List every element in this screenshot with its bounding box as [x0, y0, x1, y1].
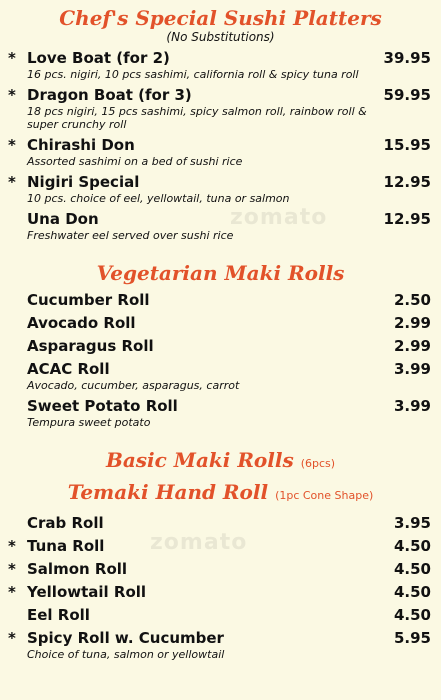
menu-item-name: Crab Roll — [27, 514, 104, 532]
menu-item — [0, 397, 441, 429]
section-title-vegetarian-maki: Vegetarian Maki Rolls — [96, 261, 345, 285]
basic-maki-note: (6pcs) — [300, 457, 336, 470]
star-marker: * — [8, 537, 16, 555]
menu-item-description: Tempura sweet potato — [27, 416, 151, 429]
menu-item-name: Love Boat (for 2) — [27, 49, 170, 67]
menu-item-price: 12.95 — [383, 173, 431, 191]
menu-item-name: Avocado Roll — [27, 314, 136, 332]
basic-maki-title: Basic Maki Rolls — [105, 448, 294, 472]
section-title-basic-maki — [0, 448, 441, 476]
menu-item-description: 18 pcs nigiri, 15 pcs sashimi, spicy salmon roll, rainbow roll & super crunchy roll — [27, 105, 367, 131]
star-marker: * — [8, 49, 16, 67]
menu-item-price: 12.95 — [383, 210, 431, 228]
menu-item — [0, 629, 441, 661]
menu-item-row — [27, 291, 431, 310]
menu-item-price: 3.95 — [393, 514, 431, 532]
menu-item — [0, 583, 441, 602]
menu-item-row — [27, 629, 431, 648]
menu-item-price: 2.50 — [393, 291, 431, 309]
section-vegetarian-maki — [0, 291, 441, 429]
star-marker: * — [8, 86, 16, 104]
menu-item — [0, 314, 441, 333]
menu-item-row — [27, 86, 431, 105]
menu-item-row — [27, 537, 431, 556]
menu-item-name: ACAC Roll — [27, 360, 110, 378]
section-sushi-platters — [0, 49, 441, 242]
menu-item-price: 4.50 — [393, 560, 431, 578]
menu-item — [0, 291, 441, 310]
menu-item — [0, 49, 441, 81]
menu-item-price: 3.99 — [393, 397, 431, 415]
menu-item-name: Dragon Boat (for 3) — [27, 86, 192, 104]
menu-item — [0, 560, 441, 579]
menu-item-row — [27, 397, 431, 416]
menu-item — [0, 606, 441, 625]
menu-item-price: 3.99 — [393, 360, 431, 378]
menu-item-price: 2.99 — [393, 314, 431, 332]
menu-item-description: Freshwater eel served over sushi rice — [27, 229, 234, 242]
section-title-sushi-platters: Chef's Special Sushi Platters — [59, 6, 382, 30]
star-marker: * — [8, 173, 16, 191]
section-title-temaki — [0, 480, 441, 508]
temaki-note: (1pc Cone Shape) — [275, 489, 374, 502]
menu-item-row — [27, 360, 431, 379]
menu-item-name: Spicy Roll w. Cucumber — [27, 629, 224, 647]
menu-item-price: 5.95 — [393, 629, 431, 647]
menu-item-description: 16 pcs. nigiri, 10 pcs sashimi, california roll & spicy tuna roll — [27, 68, 359, 81]
star-marker: * — [8, 583, 16, 601]
menu-item — [0, 210, 441, 242]
menu-item-description: Choice of tuna, salmon or yellowtail — [27, 648, 225, 661]
menu-item-row — [27, 583, 431, 602]
menu-item-row — [27, 173, 431, 192]
menu-item — [0, 337, 441, 356]
menu-item-name: Chirashi Don — [27, 136, 135, 154]
menu-item — [0, 173, 441, 205]
menu-item-row — [27, 606, 431, 625]
menu-item-description: Assorted sashimi on a bed of sushi rice — [27, 155, 243, 168]
menu-item-price: 4.50 — [393, 537, 431, 555]
temaki-title: Temaki Hand Roll — [67, 480, 269, 504]
menu-item-price: 39.95 — [383, 49, 431, 67]
menu-item — [0, 136, 441, 168]
watermark: zomato — [230, 205, 328, 230]
menu-item — [0, 86, 441, 131]
menu-item-name: Salmon Roll — [27, 560, 128, 578]
menu-item — [0, 514, 441, 533]
menu-item-price: 59.95 — [383, 86, 431, 104]
menu-item-price: 2.99 — [393, 337, 431, 355]
menu-item-row — [27, 560, 431, 579]
menu-item-price: 4.50 — [393, 606, 431, 624]
menu-item-price: 4.50 — [393, 583, 431, 601]
menu-item-row — [27, 210, 431, 229]
section-subtitle: (No Substitutions) — [166, 30, 275, 44]
menu-item-row — [27, 49, 431, 68]
menu-item-name: Yellowtail Roll — [27, 583, 147, 601]
menu-item-description: 10 pcs. choice of eel, yellowtail, tuna or salmon — [27, 192, 290, 205]
menu-item-row — [27, 514, 431, 533]
star-marker: * — [8, 629, 16, 647]
menu-item-description: Avocado, cucumber, asparagus, carrot — [27, 379, 240, 392]
menu-item-name: Eel Roll — [27, 606, 90, 624]
menu-item-name: Sweet Potato Roll — [27, 397, 178, 415]
menu-item-row — [27, 314, 431, 333]
menu-item-name: Tuna Roll — [27, 537, 105, 555]
star-marker: * — [8, 136, 16, 154]
menu-item-name: Una Don — [27, 210, 99, 228]
menu-item-name: Asparagus Roll — [27, 337, 154, 355]
menu-item-row — [27, 136, 431, 155]
watermark-2: zomato — [150, 530, 248, 555]
menu-item — [0, 537, 441, 556]
star-marker: * — [8, 560, 16, 578]
menu-item-name: Cucumber Roll — [27, 291, 150, 309]
menu-item-row — [27, 337, 431, 356]
menu-item — [0, 360, 441, 392]
section-basic-maki — [0, 514, 441, 661]
menu-item-name: Nigiri Special — [27, 173, 140, 191]
menu-item-price: 15.95 — [383, 136, 431, 154]
